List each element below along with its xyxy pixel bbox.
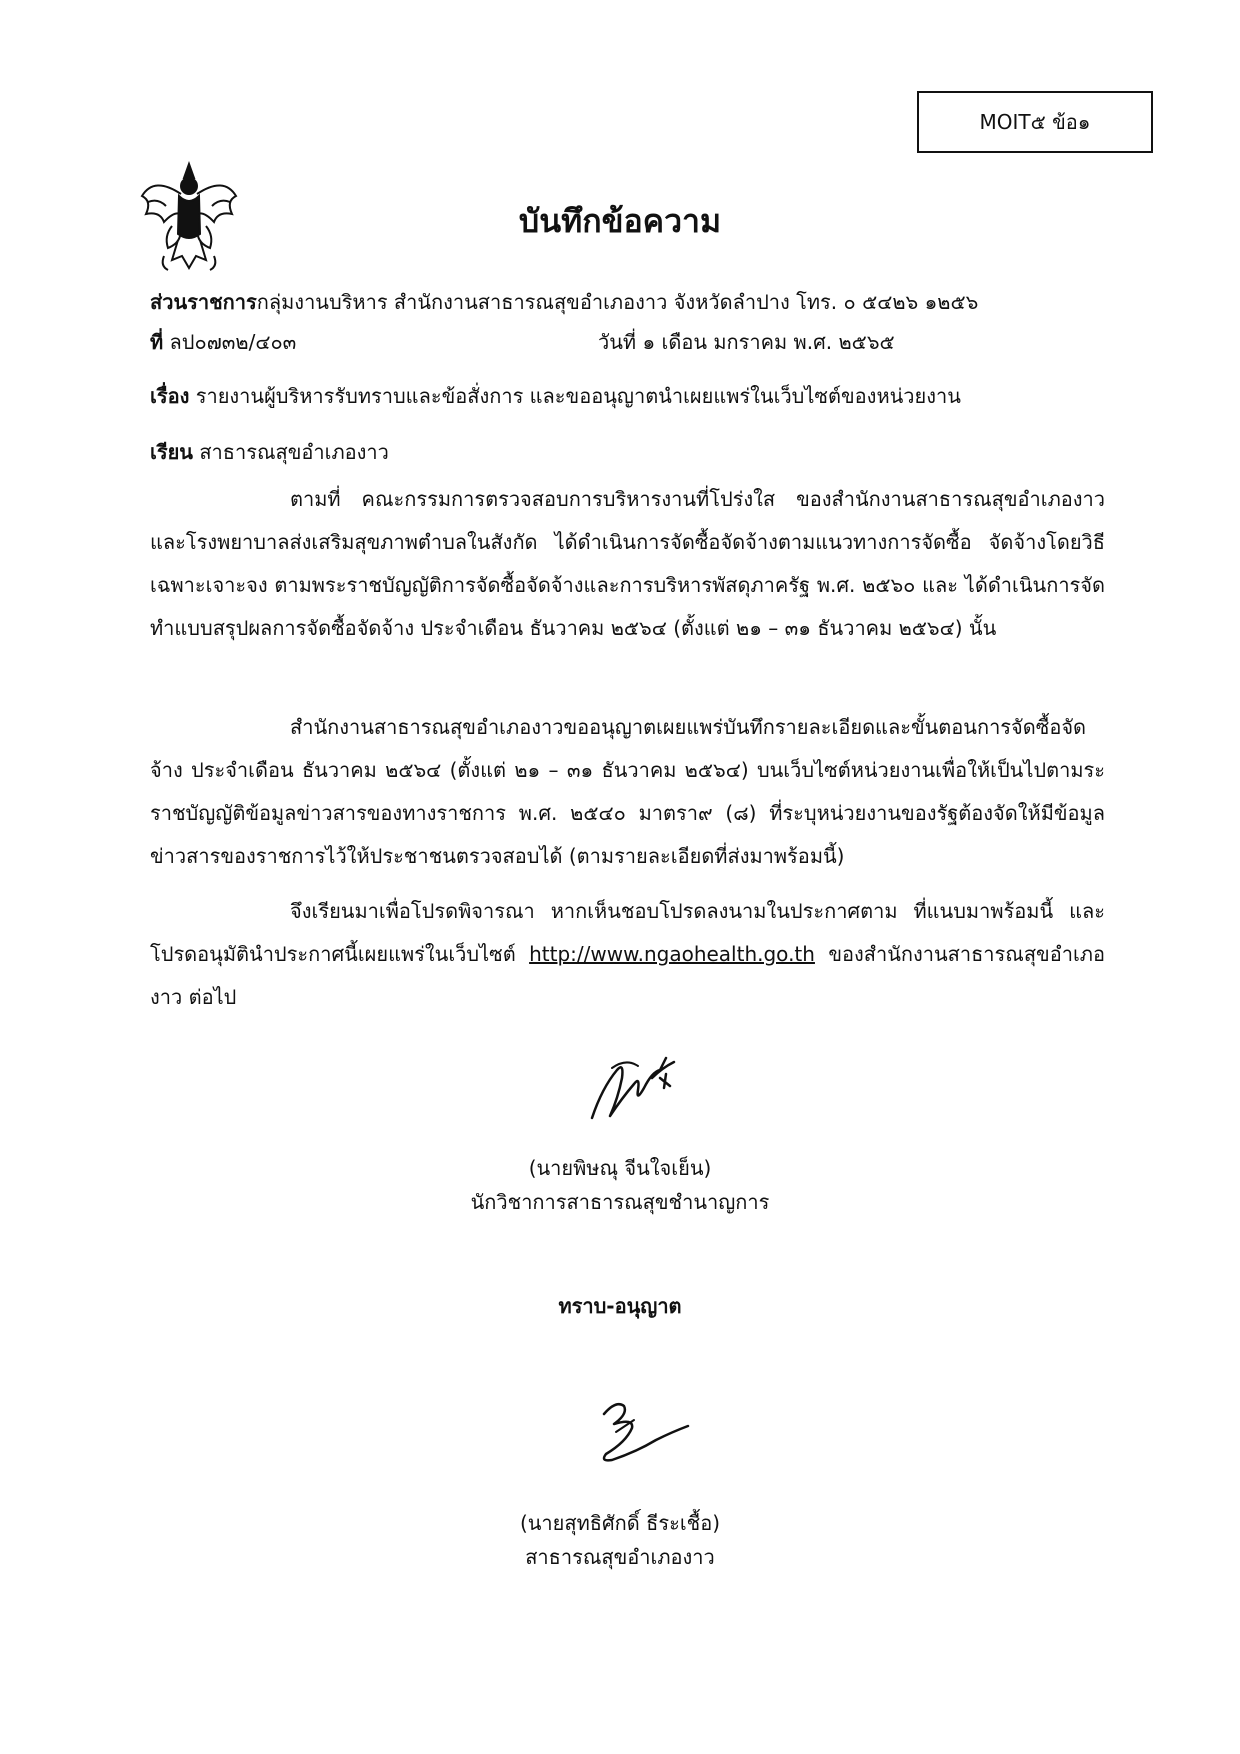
body-paragraph-2 [150,706,1105,878]
subject-label: เรื่อง [150,384,190,408]
subject-value: รายงานผู้บริหารรับทราบและข้อสั่งการ และขออนุญาตนำเผยแพร่ในเว็บไซต์ของหน่วยงาน [189,384,961,408]
signer-2-position: สาธารณสุขอำเภองาว [525,1545,715,1569]
body-paragraph-1 [150,478,1105,650]
date-line: วันที่ ๑ เดือน มกราคม พ.ศ. ๒๕๖๕ [598,330,895,354]
subject-line [150,382,961,410]
recipient-label: เรียน [150,440,193,464]
signer-2-name: (นายสุทธิศักดิ์ ธีระเชื้อ) [519,1511,721,1535]
agency-label: ส่วนราชการ [150,290,257,314]
document-title: บันทึกข้อความ [518,202,722,240]
paragraph-3-text-after: ของสำนักงานสาธารณสุขอำเภองาว ต่อไป [150,942,1105,1009]
paragraph-3-text-before: จึงเรียนมาเพื่อโปรดพิจารณา หากเห็นชอบโปรดลงนามในประกาศตาม ที่แนบมาพร้อมนี้ และโปรดอนุมัตินำประกาศนี้เผยแพร่ในเว็บไซต์ [150,899,1105,966]
reference-line [150,328,296,356]
agency-value: กลุ่มงานบริหาร สำนักงานสาธารณสุขอำเภองาว จังหวัดลำปาง โทร. ๐ ๕๔๒๖ ๑๒๕๖ [256,290,979,314]
signature-1-icon [582,1048,692,1128]
website-link[interactable]: http://www.ngaohealth.go.th [529,942,815,966]
signer-1-position: นักวิชาการสาธารณสุขชำนาญการ [470,1190,770,1214]
approval-text: ทราบ-อนุญาต [558,1294,682,1318]
agency-line [150,288,978,316]
recipient-line [150,438,389,466]
paragraph-1-text: ตามที่ คณะกรรมการตรวจสอบการบริหารงานที่โปร่งใส ของสำนักงานสาธารณสุขอำเภองาว และโรงพยาบาลส่งเสริมสุขภาพตำบลในสังกัด ได้ดำเนินการจัดซื้อจัดจ้างตามแนวทางการจัดซื้อ จัดจ้างโดยวิธีเฉพาะเจาะจง ตามพระราชบัญญัติการจัดซื้อจัดจ้างและการบริหารพัสดุภาครัฐ พ.ศ. ๒๕๖๐ และ ได้ดำเนินการจัดทำแบบสรุปผลการจัดซื้อจัดจ้าง ประจำเดือน ธันวาคม ๒๕๖๔ (ตั้งแต่ ๒๑ – ๓๑ ธันวาคม ๒๕๖๔) นั้น [150,487,1105,640]
reference-number: ลป๐๗๓๒/๔๐๓ [163,330,297,354]
paragraph-2-text: สำนักงานสาธารณสุขอำเภองาวขออนุญาตเผยแพร่บันทึกรายละเอียดและขั้นตอนการจัดซื้อจัดจ้าง ประจำเดือน ธันวาคม ๒๕๖๔ (ตั้งแต่ ๒๑ – ๓๑ ธันวาคม ๒๕๖๔) บนเว็บไซต์หน่วยงานเพื่อให้เป็นไปตามระราชบัญญัติข้อมูลข่าวสารของทางราชการ พ.ศ. ๒๕๔๐ มาตรา๙ (๘) ที่ระบุหน่วยงานของรัฐต้องจัดให้มีข้อมูลข่าวสารของราชการไว้ให้ประชาชนตรวจสอบได้ (ตามรายละเอียดที่ส่งมาพร้อมนี้) [150,715,1105,868]
recipient-value: สาธารณสุขอำเภองาว [192,440,389,464]
document-code: MOIT๕ ข้อ๑ [979,110,1091,134]
signer-1-name: (นายพิษณุ จีนใจเย็น) [528,1156,712,1180]
reference-label: ที่ [150,330,164,354]
body-paragraph-3 [150,890,1105,1019]
signature-2-icon [576,1392,696,1472]
document-code-box [917,91,1153,153]
